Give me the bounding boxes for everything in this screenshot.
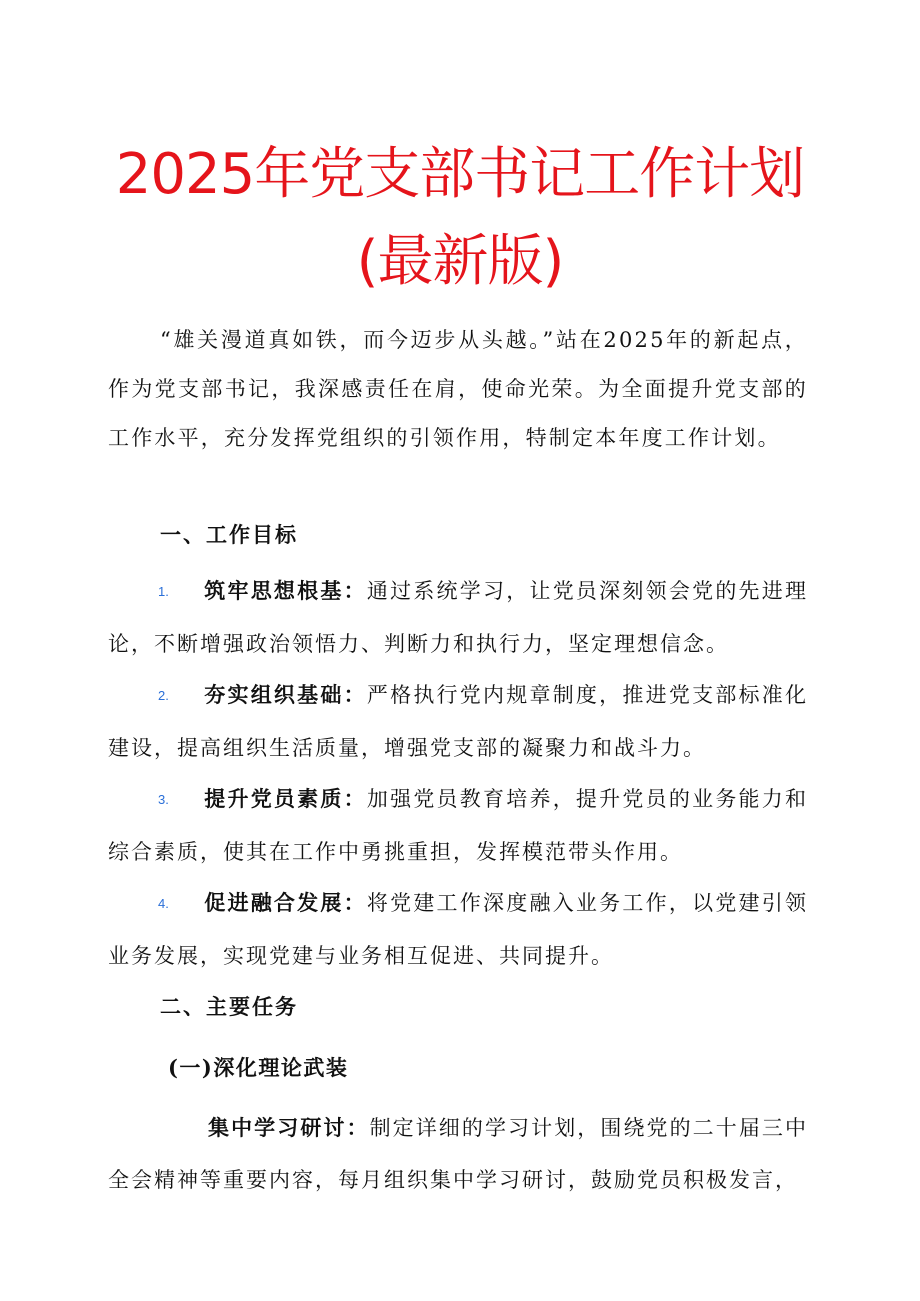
goal-item-lead: 筑牢思想根基： — [204, 578, 367, 603]
goal-item-lead: 促进融合发展： — [204, 890, 367, 915]
goal-item-text: 通过系统学习，让党员深刻领会党的先进理论，不断增强政治领悟力、判断力和执行力，坚定理想信念。 — [108, 579, 809, 656]
subsection-heading: (一)深化理论武装 — [168, 1055, 349, 1080]
goal-item — [108, 565, 808, 670]
task-lead: 集中学习研讨： — [208, 1115, 370, 1140]
goal-item-text: 严格执行党内规章制度，推进党支部标准化建设，提高组织生活质量，增强党支部的凝聚力和战斗力。 — [108, 683, 809, 760]
list-number: 3. — [158, 792, 169, 807]
task-paragraph — [108, 1102, 808, 1206]
goal-item-text: 加强党员教育培养，提升党员的业务能力和综合素质，使其在工作中勇挑重担，发挥模范带头作用。 — [108, 787, 809, 864]
task-text: 制定详细的学习计划，围绕党的二十届三中全会精神等重要内容，每月组织集中学习研讨，鼓励党员积极发言， — [108, 1116, 809, 1192]
goal-item — [108, 877, 808, 982]
document-title-edition: (最新版) — [356, 229, 564, 294]
list-number: 2. — [158, 688, 169, 703]
list-number: 4. — [158, 896, 169, 911]
goal-item-text: 将党建工作深度融入业务工作，以党建引领业务发展，实现党建与业务相互促进、共同提升。 — [108, 891, 809, 968]
list-number: 1. — [158, 584, 169, 599]
intro-paragraph: “雄关漫道真如铁，而今迈步从头越。”站在2025年的新起点，作为党支部书记，我深感责任在肩，使命光荣。为全面提升党支部的工作水平，充分发挥党组织的引领作用，特制定本年度工作计划。 — [108, 328, 808, 450]
goal-item — [108, 669, 808, 774]
document-title: 2025年党支部书记工作计划 — [115, 142, 805, 207]
goal-item — [108, 773, 808, 878]
goal-item-lead: 提升党员素质： — [204, 786, 367, 811]
goal-item-lead: 夯实组织基础： — [204, 682, 367, 707]
section-heading-goals: 一、工作目标 — [160, 522, 298, 547]
section-heading-tasks: 二、主要任务 — [160, 994, 298, 1019]
